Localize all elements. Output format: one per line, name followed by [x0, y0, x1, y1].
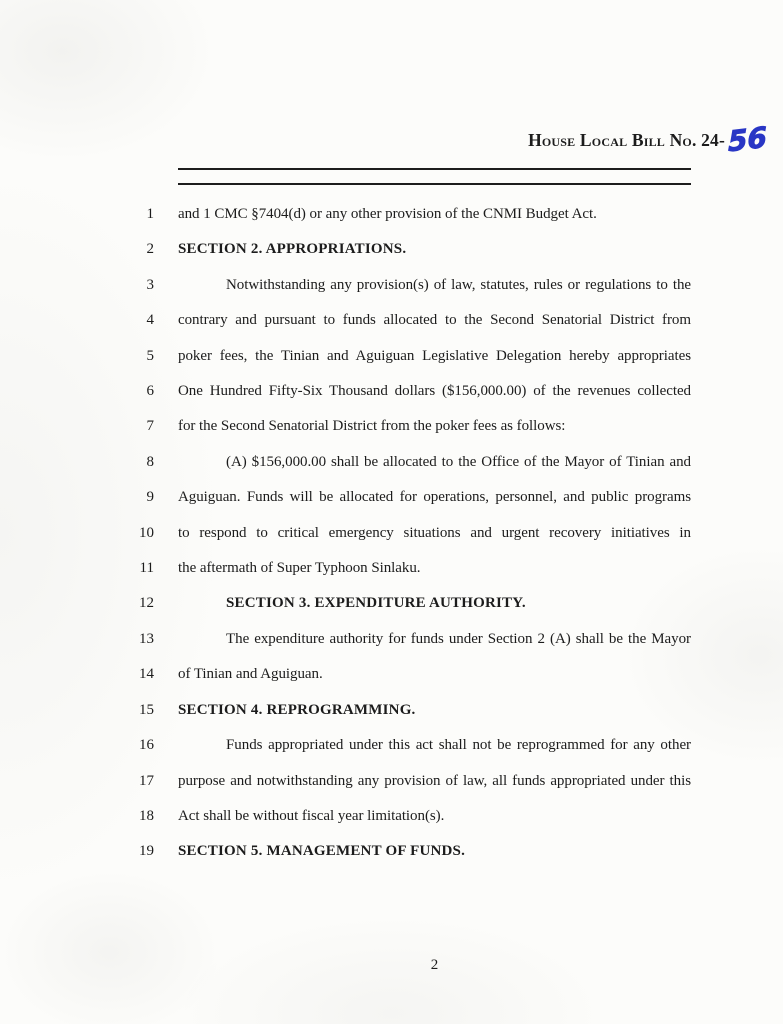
line-text: The expenditure authority for funds under Section 2 (A) shall be the Mayor: [226, 630, 691, 647]
line-number: 3: [146, 276, 154, 293]
line-text: purpose and notwithstanding any provision of law, all funds appropriated under this: [178, 772, 691, 789]
bill-line: [100, 339, 691, 374]
line-text: One Hundred Fifty-Six Thousand dollars ($156,000.00) of the revenues collected: [178, 383, 691, 400]
line-text: the aftermath of Super Typhoon Sinlaku.: [178, 560, 421, 577]
line-text: Act shall be without fiscal year limitation(s).: [178, 807, 445, 824]
line-text: Funds appropriated under this act shall not be reprogrammed for any other: [226, 737, 691, 754]
line-number: 9: [146, 489, 154, 506]
bill-line: [100, 728, 691, 763]
line-rows: [100, 197, 691, 870]
bill-line: [100, 303, 691, 338]
bill-line: [100, 586, 691, 621]
line-text: to respond to critical emergency situations and urgent recovery initiatives in: [178, 524, 691, 541]
line-text: poker fees, the Tinian and Aguiguan Legislative Delegation hereby appropriates: [178, 347, 691, 364]
bill-line: [100, 516, 691, 551]
line-number: 15: [139, 701, 154, 718]
line-text: contrary and pursuant to funds allocated to the Second Senatorial District from: [178, 312, 691, 329]
bill-line: [100, 799, 691, 834]
bill-header: [528, 120, 768, 159]
line-number: 7: [146, 418, 154, 435]
line-number: 11: [139, 560, 154, 577]
line-text: for the Second Senatorial District from the poker fees as follows:: [178, 418, 566, 435]
section-heading-text: SECTION 2. APPROPRIATIONS.: [178, 241, 407, 258]
bill-line: [100, 834, 691, 869]
line-number: 17: [139, 772, 154, 789]
bill-line: [100, 409, 691, 444]
line-number: 18: [139, 807, 154, 824]
bill-line: [100, 232, 691, 267]
bill-line: [100, 480, 691, 515]
page-number: 2: [430, 957, 439, 973]
line-number: 5: [146, 347, 154, 364]
line-number: 14: [139, 666, 154, 683]
bill-title-label: House Local Bill No. 24-: [528, 130, 726, 150]
header-rule-bottom: [178, 183, 691, 185]
bill-line: [100, 657, 691, 692]
line-text: Notwithstanding any provision(s) of law, statutes, rules or regulations to the: [226, 276, 691, 293]
line-number: 19: [139, 843, 154, 860]
bill-line: [100, 551, 691, 586]
line-number: 16: [139, 737, 154, 754]
line-number: 6: [146, 383, 154, 400]
line-number: 10: [139, 524, 154, 541]
bill-line: [100, 374, 691, 409]
section-heading-text: SECTION 4. REPROGRAMMING.: [178, 701, 416, 718]
line-text: and 1 CMC §7404(d) or any other provision of the CNMI Budget Act.: [178, 206, 597, 222]
line-number: 4: [146, 312, 154, 329]
line-text: Aguiguan. Funds will be allocated for operations, personnel, and public programs: [178, 489, 691, 506]
line-number: 2: [146, 241, 154, 258]
line-number: 8: [146, 453, 154, 470]
bill-line: [100, 268, 691, 303]
section-heading-text: SECTION 3. EXPENDITURE AUTHORITY.: [226, 595, 526, 612]
bill-line: [100, 693, 691, 728]
line-number: 1: [146, 206, 154, 222]
section-heading-text: SECTION 5. MANAGEMENT OF FUNDS.: [178, 843, 466, 860]
bill-line: [100, 445, 691, 480]
line-text: (A) $156,000.00 shall be allocated to the Office of the Mayor of Tinian and: [226, 453, 691, 470]
bill-line: [100, 197, 691, 232]
bill-line: [100, 622, 691, 657]
line-text: of Tinian and Aguiguan.: [178, 666, 323, 683]
line-number: 12: [139, 595, 154, 612]
line-number: 13: [139, 630, 154, 647]
bill-line: [100, 764, 691, 799]
header-rule-top: [178, 168, 691, 170]
handwritten-bill-number: 56: [727, 120, 768, 159]
